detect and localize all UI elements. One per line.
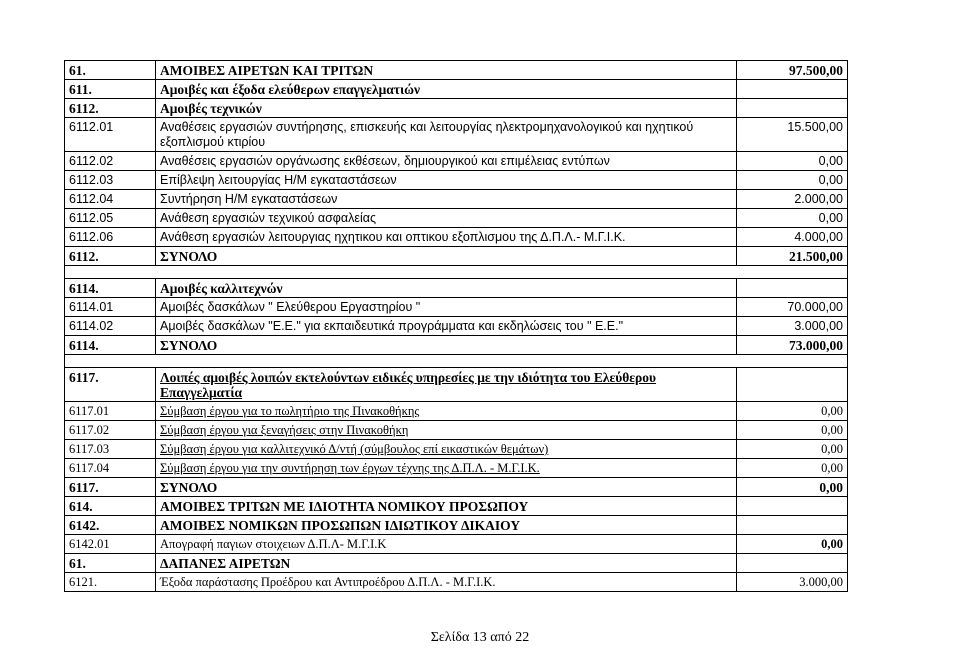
description-cell: Αμοιβές τεχνικών	[156, 99, 737, 118]
table-row	[65, 279, 848, 298]
budget-table	[64, 60, 848, 592]
description-cell: Σύμβαση έργου για την συντήρηση των έργων τέχνης της Δ.Π.Λ. - Μ.Γ.Ι.Κ.	[156, 459, 737, 478]
description-cell: Αμοιβές δασκάλων " Ελεύθερου Εργαστηρίου "	[156, 298, 737, 317]
code-cell: 6112.04	[65, 190, 156, 209]
description-cell: Σύμβαση έργου για καλλιτεχνικό Δ/ντή (σύμβουλος επί εικαστικών θεμάτων)	[156, 440, 737, 459]
amount-cell: 15.500,00	[737, 118, 848, 152]
code-cell: 614.	[65, 497, 156, 516]
amount-cell: 0,00	[737, 535, 848, 554]
code-cell: 6114.01	[65, 298, 156, 317]
description-cell: Ανάθεση εργασιών λειτουργιας ηχητικου και οπτικου εξοπλισμου της Δ.Π.Λ.- Μ.Γ.Ι.Κ.	[156, 228, 737, 247]
description-cell: ΔΑΠΑΝΕΣ ΑΙΡΕΤΩΝ	[156, 554, 737, 573]
amount-cell: 3.000,00	[737, 317, 848, 336]
table-row	[65, 228, 848, 247]
spacer-row	[65, 266, 848, 279]
table-row	[65, 535, 848, 554]
table-row	[65, 554, 848, 573]
code-cell: 61.	[65, 61, 156, 80]
description-cell: ΣΥΝΟΛΟ	[156, 478, 737, 497]
description-cell: Αμοιβές καλλιτεχνών	[156, 279, 737, 298]
page-number: Σελίδα 13 από 22	[430, 630, 530, 645]
code-cell: 6114.	[65, 336, 156, 355]
table-row	[65, 497, 848, 516]
description-cell: Έξοδα παράστασης Προέδρου και Αντιπροέδρου Δ.Π.Λ. - Μ.Γ.Ι.Κ.	[156, 573, 737, 592]
amount-cell: 0,00	[737, 402, 848, 421]
amount-cell	[737, 554, 848, 573]
description-cell: Αμοιβές και έξοδα ελεύθερων επαγγελματιών	[156, 80, 737, 99]
amount-cell	[737, 279, 848, 298]
table-row	[65, 298, 848, 317]
code-cell: 6114.02	[65, 317, 156, 336]
description-cell: Απογραφή παγιων στοιχειων Δ.Π.Λ- Μ.Γ.Ι.Κ	[156, 535, 737, 554]
spacer-cell	[65, 355, 848, 368]
code-cell: 6121.	[65, 573, 156, 592]
amount-cell	[737, 99, 848, 118]
code-cell: 6117.03	[65, 440, 156, 459]
table-row	[65, 317, 848, 336]
amount-cell: 0,00	[737, 171, 848, 190]
amount-cell: 0,00	[737, 209, 848, 228]
description-cell: ΣΥΝΟΛΟ	[156, 247, 737, 266]
table-row	[65, 402, 848, 421]
amount-cell: 0,00	[737, 459, 848, 478]
table-row	[65, 61, 848, 80]
code-cell: 6117.	[65, 478, 156, 497]
description-cell: Συντήρηση Η/Μ εγκαταστάσεων	[156, 190, 737, 209]
table-row	[65, 118, 848, 152]
code-cell: 6112.03	[65, 171, 156, 190]
description-cell: Αναθέσεις εργασιών συντήρησης, επισκευής και λειτουργίας ηλεκτρομηχανολογικού και ηχητικού εξοπλισμού κτιρίου	[156, 118, 737, 152]
description-cell: ΑΜΟΙΒΕΣ ΑΙΡΕΤΩΝ ΚΑΙ ΤΡΙΤΩΝ	[156, 61, 737, 80]
code-cell: 6112.01	[65, 118, 156, 152]
description-cell: Ανάθεση εργασιών τεχνικού ασφαλείας	[156, 209, 737, 228]
table-row	[65, 80, 848, 99]
table-row	[65, 247, 848, 266]
table-row	[65, 516, 848, 535]
amount-cell: 4.000,00	[737, 228, 848, 247]
code-cell: 611.	[65, 80, 156, 99]
amount-cell	[737, 80, 848, 99]
table-row	[65, 336, 848, 355]
amount-cell: 2.000,00	[737, 190, 848, 209]
description-cell: ΣΥΝΟΛΟ	[156, 336, 737, 355]
description-cell: Λοιπές αμοιβές λοιπών εκτελούντων ειδικές υπηρεσίες με την ιδιότητα του Ελεύθερου Επαγγελματία	[156, 368, 737, 402]
code-cell: 61.	[65, 554, 156, 573]
amount-cell	[737, 497, 848, 516]
table-row	[65, 368, 848, 402]
amount-cell: 0,00	[737, 440, 848, 459]
amount-cell: 70.000,00	[737, 298, 848, 317]
table-row	[65, 478, 848, 497]
table-row	[65, 190, 848, 209]
code-cell: 6112.	[65, 247, 156, 266]
spacer-cell	[65, 266, 848, 279]
code-cell: 6112.06	[65, 228, 156, 247]
description-cell: Επίβλεψη λειτουργίας Η/Μ εγκαταστάσεων	[156, 171, 737, 190]
table-row	[65, 440, 848, 459]
amount-cell: 0,00	[737, 152, 848, 171]
table-row	[65, 421, 848, 440]
description-cell: ΑΜΟΙΒΕΣ ΤΡΙΤΩΝ ΜΕ ΙΔΙΟΤΗΤΑ ΝΟΜΙΚΟΥ ΠΡΟΣΩΠΟΥ	[156, 497, 737, 516]
code-cell: 6117.04	[65, 459, 156, 478]
code-cell: 6142.	[65, 516, 156, 535]
amount-cell: 97.500,00	[737, 61, 848, 80]
amount-cell: 0,00	[737, 421, 848, 440]
code-cell: 6112.02	[65, 152, 156, 171]
code-cell: 6112.05	[65, 209, 156, 228]
table-row	[65, 171, 848, 190]
code-cell: 6117.01	[65, 402, 156, 421]
table-row	[65, 209, 848, 228]
amount-cell: 0,00	[737, 478, 848, 497]
description-cell: Σύμβαση έργου για ξεναγήσεις στην Πινακοθήκη	[156, 421, 737, 440]
description-cell: ΑΜΟΙΒΕΣ ΝΟΜΙΚΩΝ ΠΡΟΣΩΠΩΝ ΙΔΙΩΤΙΚΟΥ ΔΙΚΑΙΟΥ	[156, 516, 737, 535]
table-row	[65, 152, 848, 171]
code-cell: 6117.02	[65, 421, 156, 440]
amount-cell: 73.000,00	[737, 336, 848, 355]
spacer-row	[65, 355, 848, 368]
code-cell: 6142.01	[65, 535, 156, 554]
code-cell: 6117.	[65, 368, 156, 402]
amount-cell	[737, 516, 848, 535]
code-cell: 6114.	[65, 279, 156, 298]
amount-cell: 21.500,00	[737, 247, 848, 266]
table-row	[65, 459, 848, 478]
code-cell: 6112.	[65, 99, 156, 118]
amount-cell: 3.000,00	[737, 573, 848, 592]
amount-cell	[737, 368, 848, 402]
description-cell: Αμοιβές δασκάλων "Ε.Ε." για εκπαιδευτικά προγράμματα και εκδηλώσεις του " Ε.Ε."	[156, 317, 737, 336]
table-row	[65, 99, 848, 118]
table-row	[65, 573, 848, 592]
description-cell: Σύμβαση έργου για το πωλητήριο της Πινακοθήκης	[156, 402, 737, 421]
description-cell: Αναθέσεις εργασιών οργάνωσης εκθέσεων, δημιουργικού και επιμέλειας εντύπων	[156, 152, 737, 171]
